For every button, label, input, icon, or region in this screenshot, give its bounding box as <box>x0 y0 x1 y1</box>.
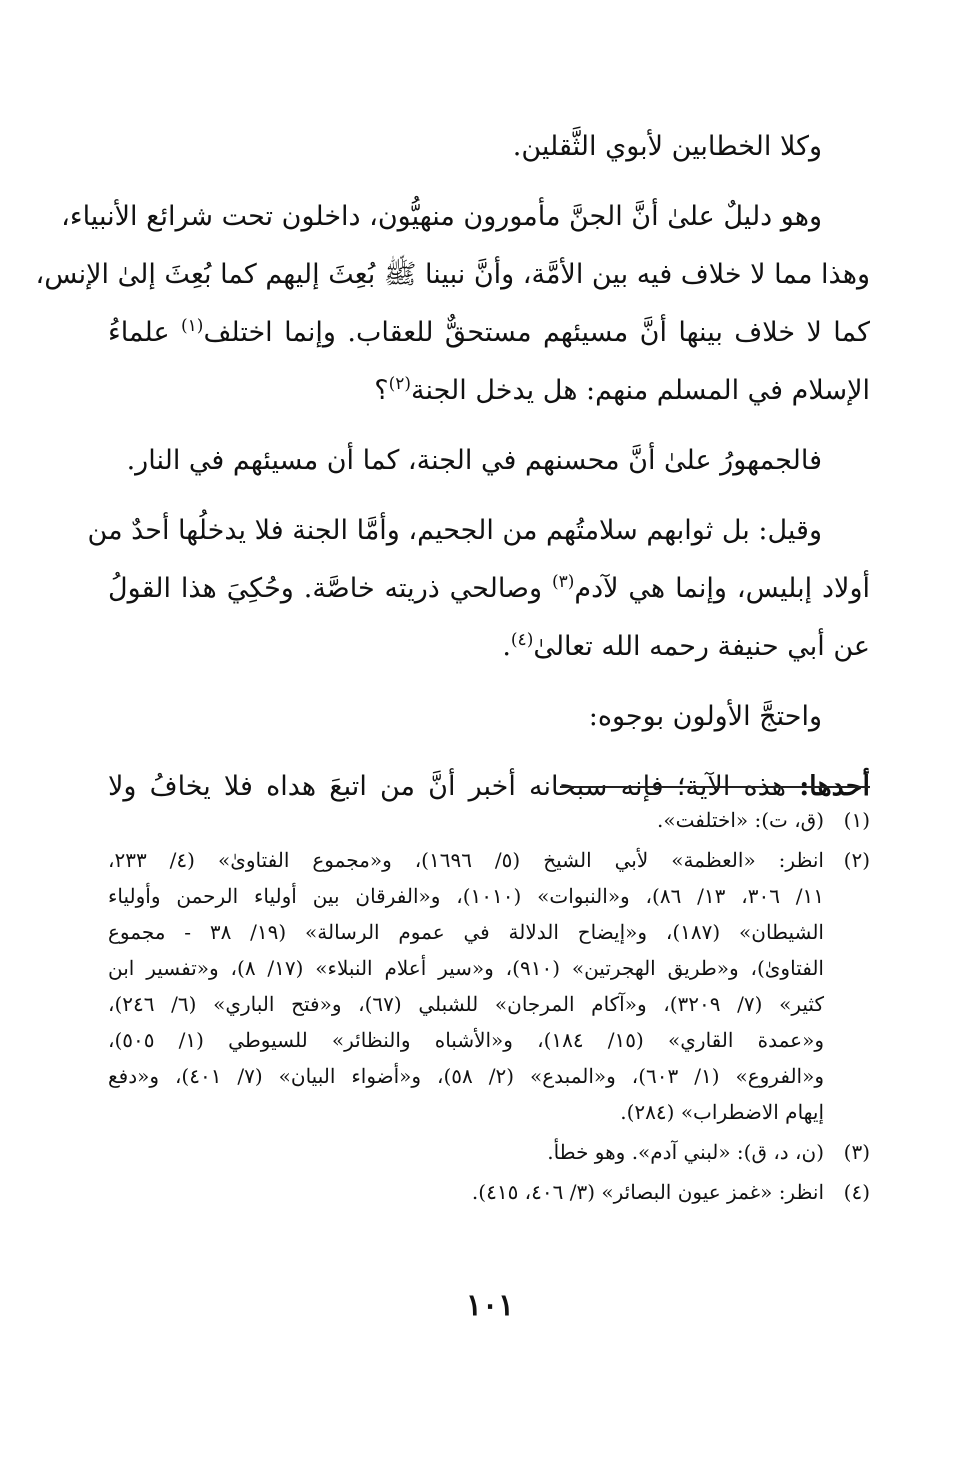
footnote-text: و«الفروع» (١/ ٦٠٣)، و«المبدع» (٢/ ٥٨)، و«أضواء البيان» (٧/ ٤٠١)، و«دفع <box>108 1064 824 1088</box>
footnote-1 <box>108 802 870 838</box>
footnote-text: و«عمدة القاري» (١٥/ ١٨٤)، و«الأشباه والنظائر» للسيوطي (١/ ٥٠٥)، <box>108 1028 824 1052</box>
footnote-3 <box>108 1134 870 1170</box>
text-line: وهو دليلٌ علىٰ أنَّ الجنَّ مأمورون منهيُّون، داخلون تحت شرائع الأنبياء، <box>61 201 822 232</box>
footnote-text: ١١/ ٣٠٦، ١٣/ ٨٦)، و«النبوات» (١٠١٠)، و«الفرقان بين أولياء الرحمن وأولياء <box>108 884 825 908</box>
footnote-text: الشيطان» (١٨٧)، و«إيضاح الدلالة في عموم الرسالة» (١٩/ ٣٨ - مجموع <box>108 920 824 944</box>
footnote-number: (٣) <box>843 1140 870 1164</box>
footnote-text: انظر: «العظمة» لأبي الشيخ (٥/ ١٦٩٦)، و«مجموع الفتاوىٰ» (٤/ ٢٣٣، <box>108 848 824 872</box>
text-line: أولاد إبليس، وإنما هي لآدم$^{(٣)}$ وصالحي ذريته خاصَّة. وحُكِيَ هذا القولُ <box>108 572 870 604</box>
main-text <box>35 118 870 816</box>
text-line: الإسلام في المسلم منهم: هل يدخل الجنة$^{(٢)}$؟ <box>374 374 870 406</box>
footnote-text: الفتاوىٰ)، و«طريق الهجرتين» (٩١٠)، و«سير أعلام النبلاء» (١٧/ ٨)، و«تفسير ابن <box>108 956 824 980</box>
footnote-text: إيهام الاضطراب» (٢٨٤). <box>620 1100 824 1124</box>
footnote-text: انظر: «غمز عيون البصائر» (٣/ ٤٠٦، ٤١٥). <box>471 1180 824 1204</box>
footnote-4 <box>108 1174 870 1210</box>
item-lead: أحدها: <box>799 771 870 802</box>
text-line: كما لا خلاف بينها أنَّ مسيئهم مستحقٌّ للعقاب. وإنما اختلف$^{(١)}$ علماءُ <box>108 316 870 348</box>
footnote-text: (ن، د، ق): «لبني آدم». وهو خطأ. <box>547 1140 824 1164</box>
footnote-ref-2: (٢) <box>388 374 411 394</box>
footnote-divider <box>560 786 870 788</box>
footnote-number: (٢) <box>843 848 870 872</box>
text-line: وهذا مما لا خلاف فيه بين الأمَّة، وأنَّ نبينا ﷺ بُعِثَ إليهم كما بُعِثَ إلىٰ الإنس، <box>35 259 870 290</box>
text-line: واحتجَّ الأولون بوجوه: <box>588 701 822 732</box>
footnote-number: (١) <box>843 808 870 832</box>
footnote-text: (ق، ت): «اختلفت». <box>656 808 824 832</box>
text-line: عن أبي حنيفة رحمه الله تعالىٰ$^{(٤)}$. <box>502 630 870 662</box>
page-number: ١٠١ <box>465 1288 515 1323</box>
text-line: وكلا الخطابين لأبوي الثَّقلين. <box>512 131 822 162</box>
footnote-number: (٤) <box>843 1180 870 1204</box>
footnote-ref-1: (١) <box>181 316 204 336</box>
text-line: فالجمهورُ علىٰ أنَّ محسنهم في الجنة، كما أن مسيئهم في النار. <box>126 445 822 476</box>
footnote-ref-4: (٤) <box>510 630 534 650</box>
text-line: وقيل: بل ثوابهم سلامتُهم من الجحيم، وأمَّا الجنة فلا يدخلُها أحدٌ من <box>87 515 822 546</box>
footnote-text: كثير» (٧/ ٣٢٠٩)، و«آكام المرجان» للشبلي (٦٧)، و«فتح الباري» (٦/ ٢٤٦)، <box>108 992 824 1016</box>
footnote-2 <box>108 842 870 1130</box>
footnote-ref-3: (٣) <box>551 572 575 592</box>
footnotes <box>108 802 870 1210</box>
text-line: أحدها: هذه الآية؛ فإنه سبحانه أخبر أنَّ من اتبعَ هداه فلا يخافُ ولا <box>108 771 870 802</box>
